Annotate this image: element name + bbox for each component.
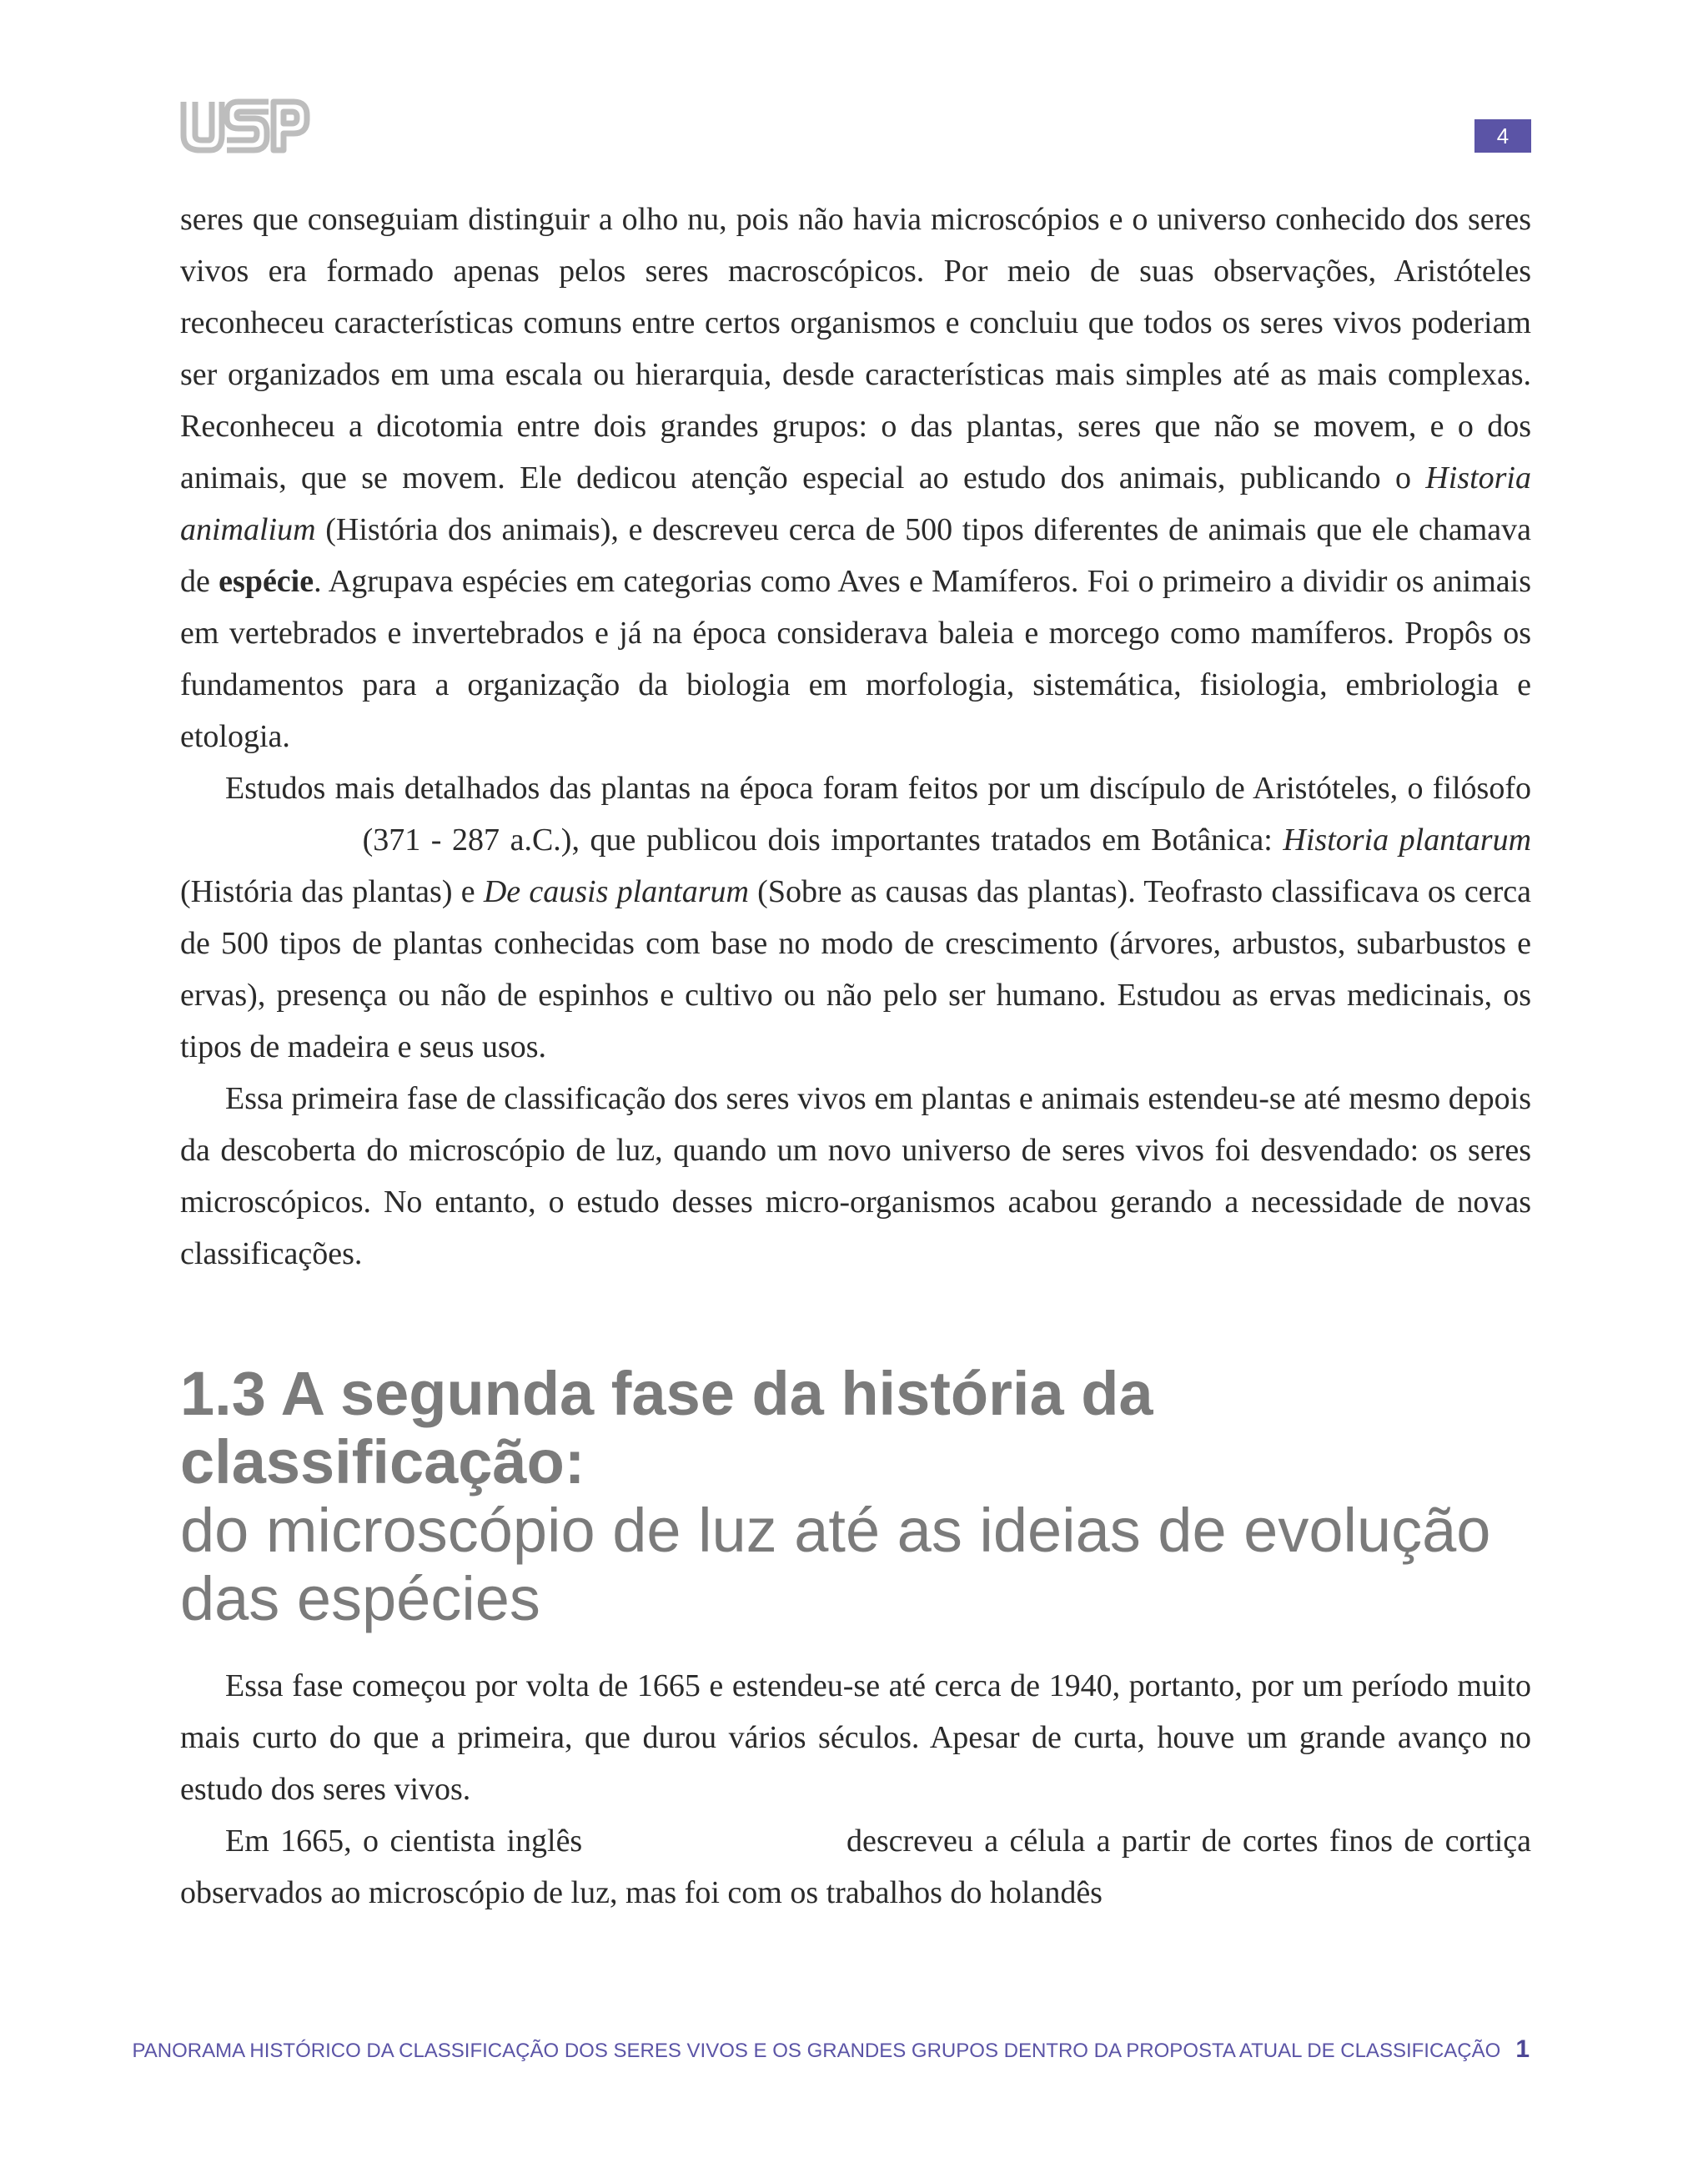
- title-de-causis-plantarum: De causis plantarum: [483, 874, 749, 909]
- footer-page-number: 1: [1515, 2035, 1530, 2063]
- section-1-text: [180, 194, 1531, 1280]
- paragraph-teofrasto: Estudos mais detalhados das plantas na época foram feitos por um discípulo de Aristóteles, o filósofo (371 - 287 a.C.), que publicou dois importantes tratados em Botânica: Historia plantarum (História das plantas) e De causis plantarum (Sobre as causas das plantas). Teofrasto classificava os cerca de 500 tipos de plantas conhecidas com base no modo de crescimento (árvores, arbustos, subarbustos e ervas), presença ou não de espinhos e cultivo ou não pelo ser humano. Estudou as ervas medicinais, os tipos de madeira e seus usos.: [180, 771, 1532, 1064]
- section-2-text: [180, 1660, 1531, 1919]
- title-historia-plantarum: Historia plantarum: [1283, 822, 1532, 858]
- page-footer: [133, 2035, 1530, 2065]
- paragraph-primeira-fase: Essa primeira fase de classificação dos seres vivos em plantas e animais estendeu-se até mesmo depois da descoberta do microscópio de luz, quando um novo universo de seres vivos foi desvendado: os seres microscópicos. No entanto, o estudo desses micro-organismos acabou gerando a necessidade de novas classificações.: [180, 1081, 1531, 1271]
- page-badge: 4: [1474, 119, 1531, 153]
- title-historia-animalium: Historia animalium: [180, 460, 1531, 547]
- paragraph-aristoteles: seres que conseguiam distinguir a olho nu, pois não havia microscópios e o universo conhecido dos seres vivos era formado apenas pelos seres macroscópicos. Por meio de suas observações, Aristóteles reconheceu características comuns entre certos organismos e concluiu que todos os seres vivos poderiam ser organizados em uma escala ou hierarquia, desde características mais simples até as mais complexas. Reconheceu a dicotomia entre dois grandes grupos: o das plantas, seres que não se movem, e o dos animais, que se movem. Ele dedicou atenção especial ao estudo dos animais, publicando o Historia animalium (História dos animais), e descreveu cerca de 500 tipos diferentes de animais que ele chamava de espécie. Agrupava espécies em categorias como Aves e Mamíferos. Foi o primeiro a dividir os animais em vertebrados e invertebrados e já na época considerava baleia e morcego como mamíferos. Propôs os fundamentos para a organização da biologia em morfologia, sistemática, fisiologia, embriologia e etologia.: [180, 202, 1531, 754]
- section-heading-bold: 1.3 A segunda fase da história da classificação:: [180, 1359, 1153, 1497]
- term-especie: espécie: [219, 564, 314, 599]
- usp-logo: [178, 98, 310, 153]
- paragraph-celula: Em 1665, o cientista inglês descreveu a célula a partir de cortes finos de cortiça observados ao microscópio de luz, mas foi com os trabalhos do holandês: [180, 1823, 1531, 1910]
- paragraph-segunda-fase: Essa fase começou por volta de 1665 e estendeu-se até cerca de 1940, portanto, por um período muito mais curto do que a primeira, que durou vários séculos. Apesar de curta, houve um grande avanço no estudo dos seres vivos.: [180, 1668, 1531, 1807]
- footer-title: PANORAMA HISTÓRICO DA CLASSIFICAÇÃO DOS SERES VIVOS E OS GRANDES GRUPOS DENTRO DA PROPOSTA ATUAL DE CLASSIFICAÇÃO: [132, 2040, 1501, 2062]
- section-heading-subtitle: do microscópio de luz até as ideias de evolução das espécies: [180, 1496, 1491, 1633]
- section-heading: [180, 1360, 1548, 1633]
